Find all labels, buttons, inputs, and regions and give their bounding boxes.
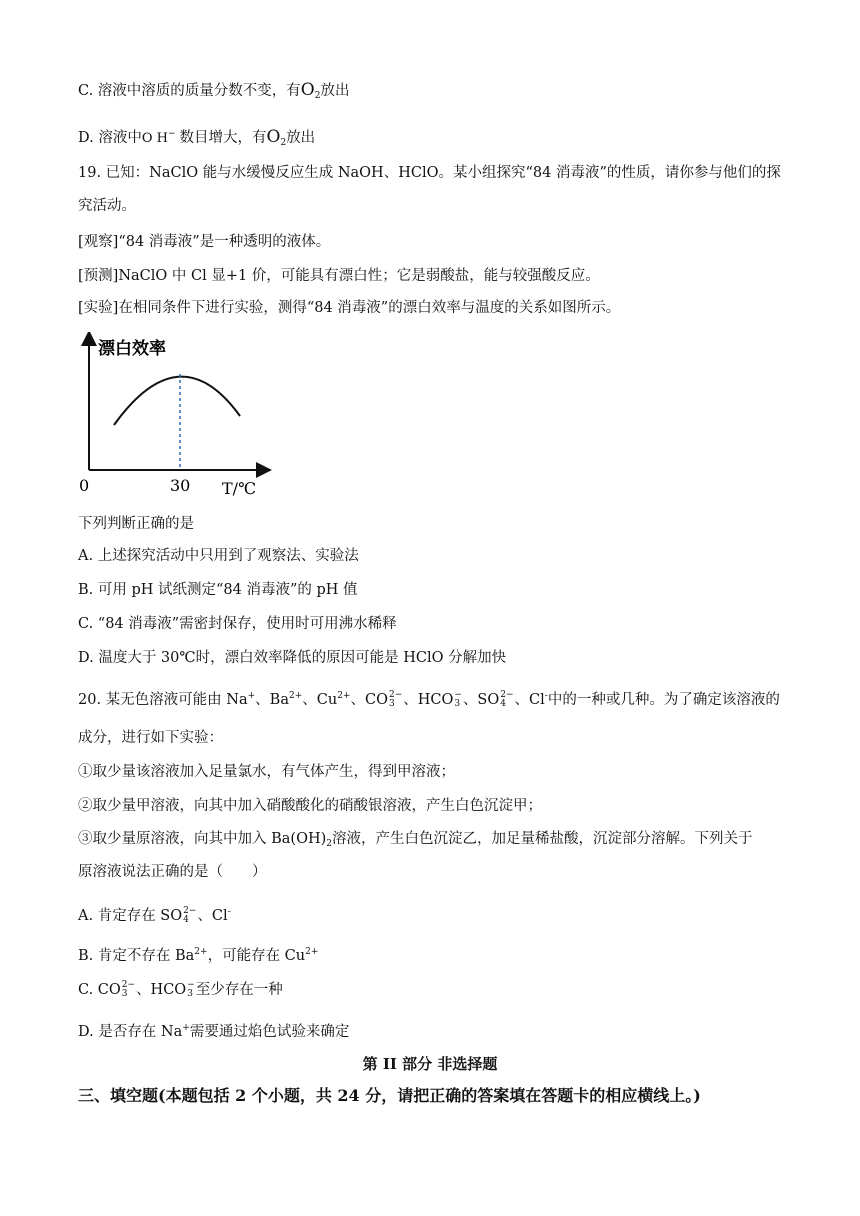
text: ③取少量原溶液，向其中加入 Ba(OH) (78, 831, 327, 847)
text: 、CO (350, 692, 388, 708)
q18-option-d-mid: 数目增大，有 (179, 130, 267, 146)
peak-tick-label: 30 (170, 476, 191, 495)
q19-option-d: D. 温度大于 30℃时，漂白效率降低的原因可能是 HClO 分解加快 (78, 650, 507, 666)
subscript: 3 (121, 989, 128, 999)
origin-label: 0 (79, 476, 90, 495)
q20-option-b (78, 942, 318, 966)
text: 、Cu (302, 692, 338, 708)
q20-stem-line4: 原溶液说法正确的是（ ） (78, 864, 267, 880)
efficiency-curve (114, 377, 240, 425)
q19-experiment: [实验]在相同条件下进行实验，测得“84 消毒液”的漂白效率与温度的关系如图所示。 (78, 300, 621, 316)
oxygen-symbol: O (300, 80, 315, 100)
charge: − (454, 690, 462, 700)
text: 20. 某无色溶液可能由 Na (78, 692, 248, 708)
subscript: 4 (183, 915, 189, 925)
q19-predict: [预测]NaClO 中 Cl 显+1 价，可能具有漂白性；它是弱酸盐，能与较强酸反应。 (78, 268, 600, 284)
charge: 2+ (288, 691, 303, 701)
q20-step-1: ①取少量该溶液加入足量氯水，有气体产生，得到甲溶液； (78, 764, 455, 780)
hydroxide-symbol: O H (141, 131, 168, 146)
charge: + (247, 691, 256, 701)
text: 至少存在一种 (195, 982, 283, 998)
text: 、Cl (514, 692, 545, 708)
charge: 2− (121, 980, 136, 990)
charge: + (182, 1023, 190, 1033)
bleach-efficiency-chart (74, 332, 274, 502)
text: A. 肯定存在 SO (78, 908, 183, 924)
charge: − (187, 980, 195, 990)
q19-option-c: C. “84 消毒液”需密封保存，使用时可用沸水稀释 (78, 616, 397, 632)
bicarbonate-indices (187, 981, 195, 999)
charge: - (227, 907, 231, 917)
q19-stem-line2: 究活动。 (78, 198, 136, 214)
q19-option-b: B. 可用 pH 试纸测定“84 消毒液”的 pH 值 (78, 582, 358, 598)
text: 、SO (462, 692, 500, 708)
charge: 2+ (194, 947, 208, 957)
charge: 2− (183, 906, 197, 916)
charge: 2− (500, 690, 514, 700)
text: C. CO (78, 982, 121, 998)
section3-heading: 三、填空题(本题包括 2 个小题，共 24 分，请把正确的答案填在答题卡的相应横线上。) (78, 1086, 701, 1105)
q20-option-c (78, 980, 283, 1000)
q18-option-d-text: D. 溶液中 (78, 130, 142, 146)
part2-title: 第 II 部分 非选择题 (362, 1055, 498, 1073)
subscript: 3 (454, 699, 461, 709)
text: ，可能存在 Cu (207, 948, 306, 964)
q18-option-c-text: C. 溶液中溶质的质量分数不变，有 (78, 83, 301, 99)
subscript: 4 (500, 699, 506, 709)
subscript: 2 (326, 839, 332, 849)
q19-option-a: A. 上述探究活动中只用到了观察法、实验法 (78, 548, 359, 564)
sulfate-indices (183, 907, 196, 925)
q18-option-c-tail: 放出 (320, 83, 350, 99)
q18-option-d-tail: 放出 (286, 130, 316, 146)
text: 、HCO (136, 982, 187, 998)
subscript: 3 (388, 699, 395, 709)
y-axis-label: 漂白效率 (98, 339, 166, 359)
oxygen-symbol: O (266, 127, 281, 147)
x-axis-label: T/℃ (222, 479, 256, 498)
bicarbonate-indices (454, 691, 462, 709)
q19-observe: [观察]“84 消毒液”是一种透明的液体。 (78, 234, 331, 250)
q19-stem-line1: 19. 已知：NaClO 能与水缓慢反应生成 NaOH、HClO。某小组探究“84 消毒液”的性质，请你参与他们的探 (78, 165, 781, 181)
q20-step-2: ②取少量甲溶液，向其中加入硝酸酸化的硝酸银溶液，产生白色沉淀甲； (78, 798, 542, 814)
q20-stem-line2: 成分，进行如下实验： (78, 730, 223, 746)
carbonate-indices (389, 691, 402, 709)
subscript: 2 (280, 138, 287, 148)
text: 溶液，产生白色沉淀乙，加足量稀盐酸，沉淀部分溶解。下列关于 (332, 831, 753, 847)
charge: 2− (388, 690, 403, 700)
text: 、Cl (197, 908, 228, 924)
carbonate-indices (122, 981, 135, 999)
q20-step-3 (78, 829, 753, 854)
charge: - (544, 691, 548, 701)
subscript: 2 (314, 91, 321, 101)
charge: 2+ (305, 947, 319, 957)
sulfate-indices (500, 691, 513, 709)
subscript: 3 (187, 989, 193, 999)
q20-stem-line1 (78, 686, 780, 710)
q20-option-a (78, 902, 231, 926)
charge: 2+ (337, 691, 351, 701)
text: B. 肯定不存在 Ba (78, 948, 195, 964)
superscript: − (167, 129, 176, 139)
q18-option-c (78, 80, 349, 106)
text: D. 是否存在 Na (78, 1024, 183, 1040)
q18-option-d (78, 124, 315, 153)
q19-question: 下列判断正确的是 (78, 516, 194, 532)
text: 需要通过焰色试验来确定 (189, 1024, 350, 1040)
q20-option-d (78, 1018, 349, 1042)
text: 、Ba (255, 692, 289, 708)
text: 、HCO (403, 692, 454, 708)
text: 中的一种或几种。为了确定该溶液的 (547, 692, 780, 708)
